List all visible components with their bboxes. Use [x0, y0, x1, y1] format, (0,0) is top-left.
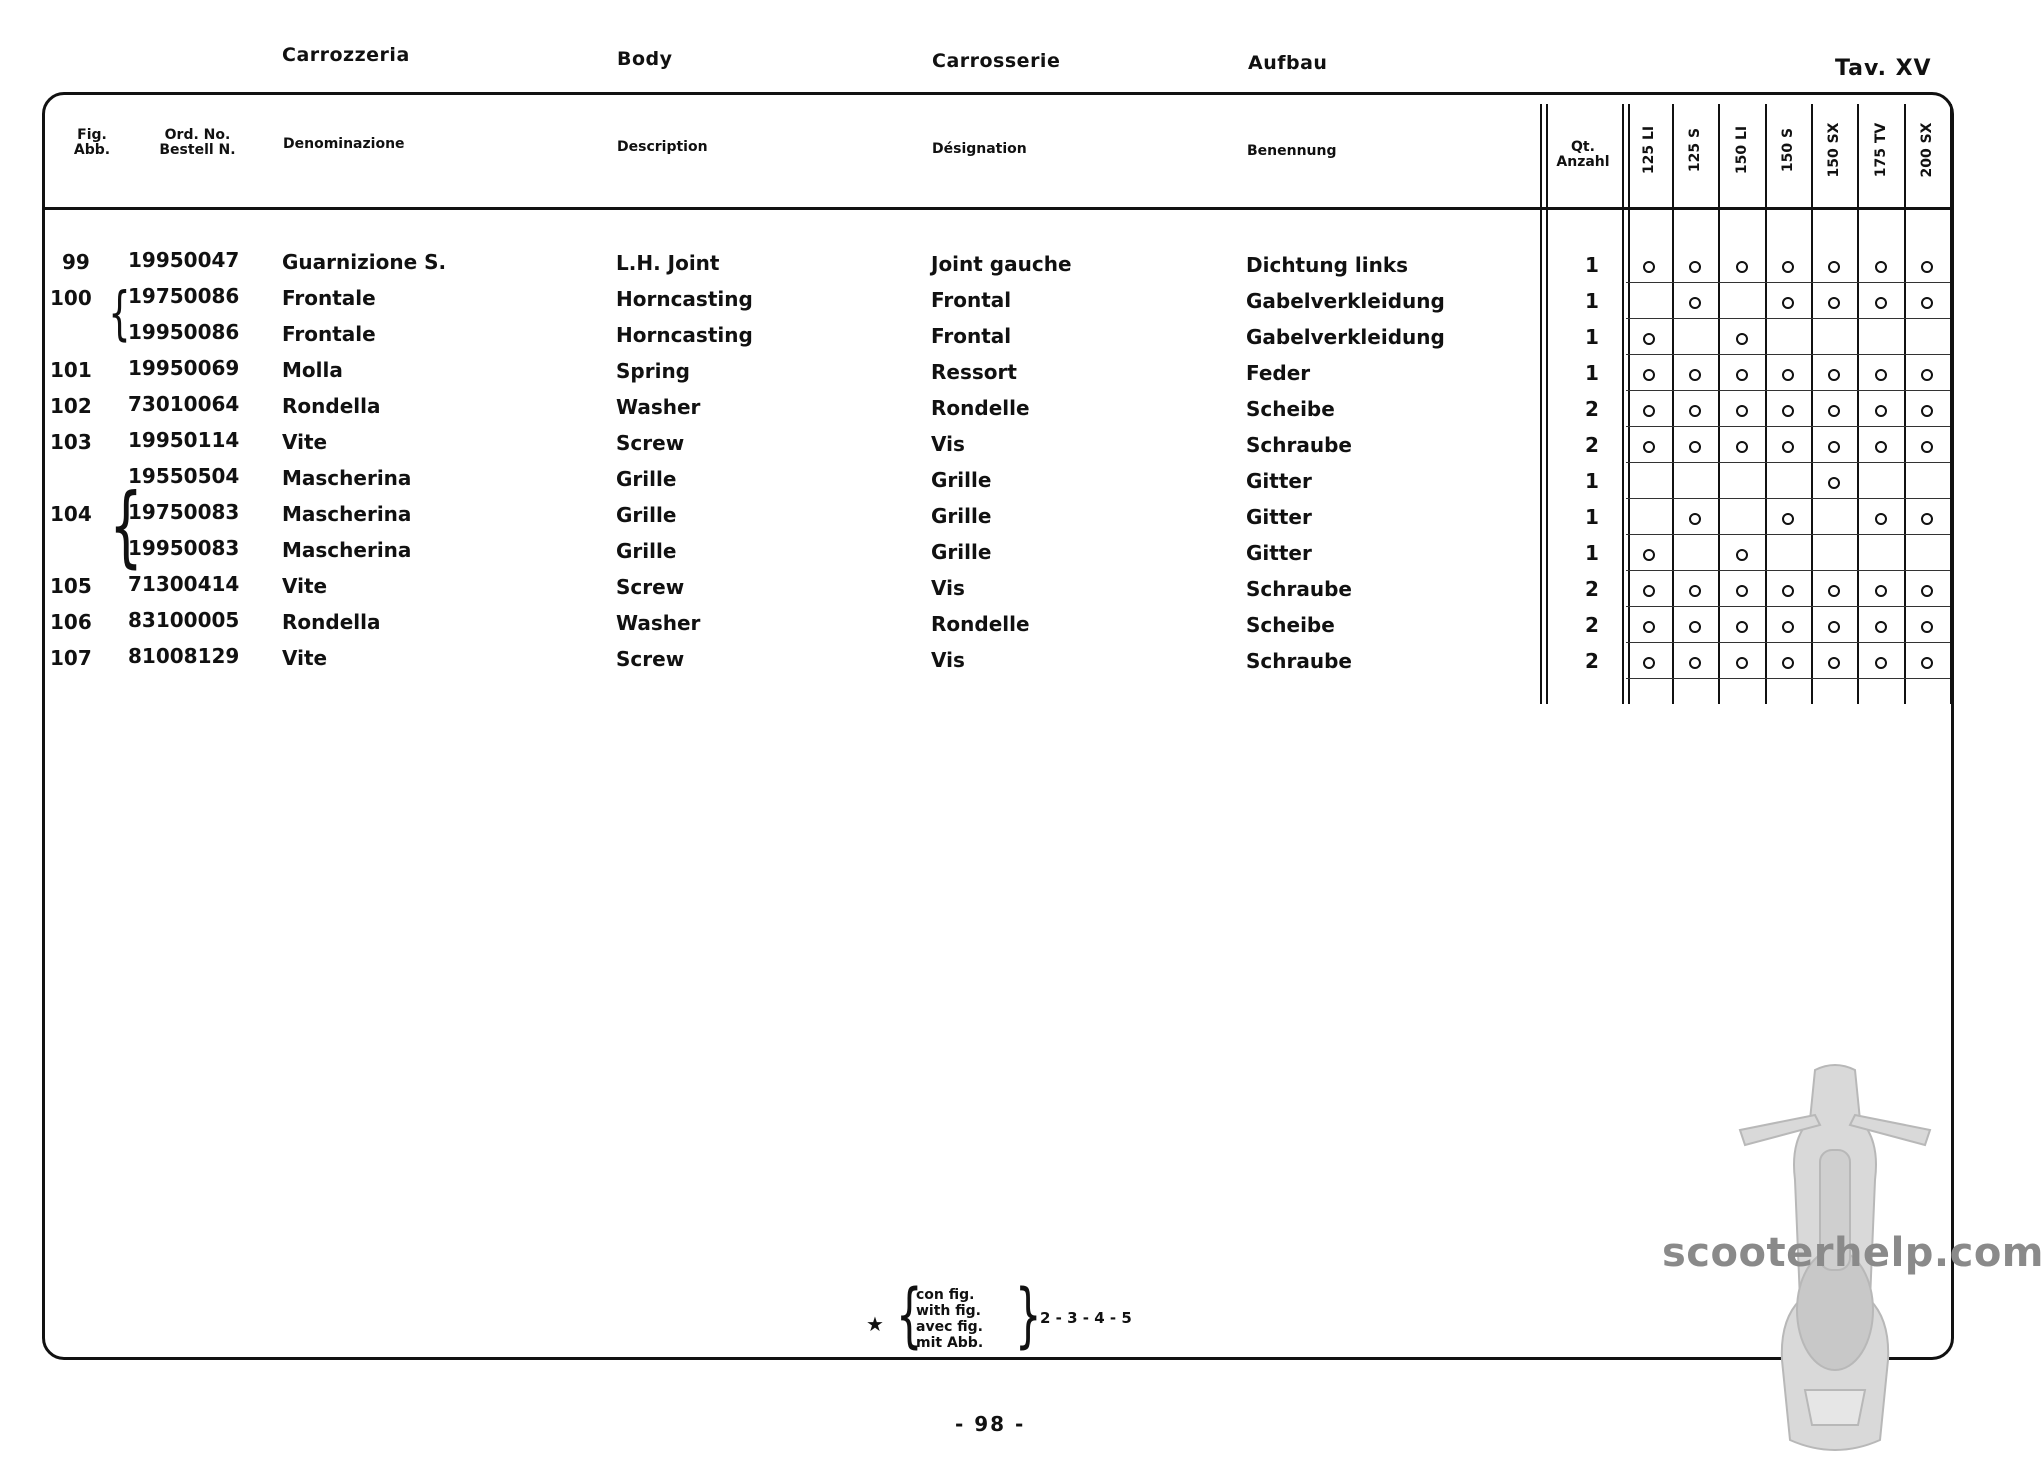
model-applicability-mark	[1643, 333, 1655, 345]
model-applicability-mark	[1828, 585, 1840, 597]
footnote-text	[916, 1287, 983, 1351]
model-column-line	[1811, 104, 1813, 704]
model-applicability-mark	[1689, 405, 1701, 417]
model-applicability-mark	[1782, 585, 1794, 597]
footnote-star: ★	[866, 1312, 884, 1336]
row-line	[1626, 354, 1950, 355]
name-english: Washer	[616, 395, 701, 419]
order-number: 19950114	[128, 428, 240, 452]
order-number: 71300414	[128, 572, 240, 596]
name-french: Joint gauche	[931, 252, 1072, 276]
name-italian: Molla	[282, 358, 343, 382]
model-applicability-mark	[1782, 261, 1794, 273]
header-denominazione: Denominazione	[283, 136, 405, 152]
order-number: 81008129	[128, 644, 240, 668]
name-french: Vis	[931, 648, 965, 672]
name-english: Horncasting	[616, 323, 753, 347]
name-german: Gabelverkleidung	[1246, 325, 1445, 349]
name-english: Spring	[616, 359, 690, 383]
quantity: 1	[1585, 361, 1599, 385]
quantity: 1	[1585, 289, 1599, 313]
name-french: Vis	[931, 432, 965, 456]
name-italian: Frontale	[282, 322, 376, 346]
model-applicability-mark	[1736, 261, 1748, 273]
figure-number: 105	[50, 574, 92, 598]
name-italian: Mascherina	[282, 466, 412, 490]
name-english: Horncasting	[616, 287, 753, 311]
header-bestell-label: Bestell N.	[159, 142, 236, 158]
header-anzahl-label: Anzahl	[1556, 154, 1610, 170]
footnote-line: avec fig.	[916, 1319, 983, 1335]
name-french: Rondelle	[931, 396, 1030, 420]
row-line	[1626, 426, 1950, 427]
name-english: Washer	[616, 611, 701, 635]
model-applicability-mark	[1782, 441, 1794, 453]
model-column-line	[1950, 104, 1952, 704]
header-benennung: Benennung	[1247, 143, 1337, 159]
model-applicability-mark	[1828, 297, 1840, 309]
header-ord-label: Ord. No.	[164, 127, 231, 143]
model-applicability-mark	[1921, 369, 1933, 381]
quantity: 1	[1585, 253, 1599, 277]
header-model: 150 LI	[1733, 125, 1750, 175]
figure-number: 101	[50, 358, 92, 382]
model-column-line	[1857, 104, 1859, 704]
model-applicability-mark	[1921, 657, 1933, 669]
model-applicability-mark	[1689, 369, 1701, 381]
name-german: Gitter	[1246, 541, 1312, 565]
header-model: 150 SX	[1826, 122, 1842, 178]
model-applicability-mark	[1875, 297, 1887, 309]
figure-number: 99	[62, 250, 90, 274]
model-applicability-mark	[1875, 405, 1887, 417]
name-french: Frontal	[931, 288, 1012, 312]
name-german: Feder	[1246, 361, 1311, 385]
order-number: 19950086	[128, 320, 240, 344]
model-applicability-mark	[1689, 441, 1701, 453]
row-line	[1626, 462, 1950, 463]
name-italian: Vite	[282, 430, 328, 454]
name-german: Scheibe	[1246, 613, 1335, 637]
model-applicability-mark	[1921, 513, 1933, 525]
model-applicability-mark	[1921, 405, 1933, 417]
figure-number: 102	[50, 394, 92, 418]
model-applicability-mark	[1875, 261, 1887, 273]
name-german: Schraube	[1246, 577, 1352, 601]
page-number: - 98 -	[955, 1412, 1026, 1436]
order-number: 19550504	[128, 464, 240, 488]
model-applicability-mark	[1736, 333, 1748, 345]
row-line	[1626, 642, 1950, 643]
section-title-english: Body	[617, 48, 673, 70]
model-applicability-mark	[1782, 297, 1794, 309]
row-line	[1626, 318, 1950, 319]
quantity: 2	[1585, 433, 1599, 457]
model-applicability-mark	[1643, 369, 1655, 381]
model-applicability-mark	[1782, 405, 1794, 417]
name-italian: Vite	[282, 646, 328, 670]
header-designation: Désignation	[932, 141, 1027, 157]
section-title-french: Carrosserie	[932, 50, 1061, 72]
row-line	[1626, 606, 1950, 607]
model-applicability-mark	[1782, 369, 1794, 381]
model-applicability-mark	[1689, 261, 1701, 273]
row-line	[1626, 282, 1950, 283]
name-english: Screw	[616, 575, 685, 599]
model-applicability-mark	[1875, 441, 1887, 453]
model-applicability-mark	[1689, 513, 1701, 525]
section-title-german: Aufbau	[1248, 52, 1328, 74]
name-english: Grille	[616, 539, 677, 563]
name-french: Grille	[931, 468, 992, 492]
order-number: 19950069	[128, 356, 240, 380]
model-applicability-mark	[1689, 297, 1701, 309]
header-fig	[62, 128, 122, 158]
header-qt-label: Qt.	[1571, 139, 1595, 155]
name-german: Gabelverkleidung	[1246, 289, 1445, 313]
header-model: 200 SX	[1919, 122, 1935, 178]
model-applicability-mark	[1689, 657, 1701, 669]
model-applicability-mark	[1921, 297, 1933, 309]
group-brace-100: {	[108, 279, 131, 347]
model-applicability-mark	[1828, 441, 1840, 453]
model-applicability-mark	[1828, 657, 1840, 669]
group-brace-104: {	[109, 474, 143, 577]
name-italian: Vite	[282, 574, 328, 598]
name-german: Schraube	[1246, 433, 1352, 457]
header-description: Description	[617, 139, 708, 155]
model-applicability-mark	[1643, 657, 1655, 669]
figure-number: 100	[50, 286, 92, 310]
model-applicability-mark	[1921, 261, 1933, 273]
figure-number: 104	[50, 502, 92, 526]
name-english: Grille	[616, 467, 677, 491]
name-french: Frontal	[931, 324, 1012, 348]
model-applicability-mark	[1643, 405, 1655, 417]
name-german: Gitter	[1246, 469, 1312, 493]
name-english: L.H. Joint	[616, 251, 720, 275]
footnote-line: mit Abb.	[916, 1335, 984, 1351]
name-french: Ressort	[931, 360, 1017, 384]
order-number: 19750086	[128, 284, 240, 308]
model-applicability-mark	[1736, 621, 1748, 633]
name-italian: Mascherina	[282, 502, 412, 526]
name-italian: Frontale	[282, 286, 376, 310]
model-applicability-mark	[1689, 585, 1701, 597]
quantity: 2	[1585, 649, 1599, 673]
header-divider	[44, 207, 1952, 210]
header-model: 175 TV	[1872, 122, 1889, 178]
header-fig-label: Fig.	[77, 127, 107, 143]
order-number: 73010064	[128, 392, 240, 416]
quantity: 1	[1585, 469, 1599, 493]
header-model: 150 S	[1780, 127, 1796, 173]
watermark-text: scooterhelp.com	[1662, 1230, 2044, 1276]
model-applicability-mark	[1782, 657, 1794, 669]
quantity: 2	[1585, 577, 1599, 601]
model-applicability-mark	[1875, 585, 1887, 597]
footnote-line: with fig.	[916, 1303, 981, 1319]
models-column-separator	[1622, 104, 1630, 704]
model-applicability-mark	[1828, 261, 1840, 273]
model-applicability-mark	[1921, 621, 1933, 633]
name-german: Scheibe	[1246, 397, 1335, 421]
model-applicability-mark	[1643, 585, 1655, 597]
model-column-line	[1765, 104, 1767, 704]
name-italian: Rondella	[282, 610, 381, 634]
model-applicability-mark	[1736, 549, 1748, 561]
name-english: Screw	[616, 647, 685, 671]
name-german: Gitter	[1246, 505, 1312, 529]
model-applicability-mark	[1736, 585, 1748, 597]
model-applicability-mark	[1643, 261, 1655, 273]
model-applicability-mark	[1736, 405, 1748, 417]
figure-number: 107	[50, 646, 92, 670]
footnote-figures: 2 - 3 - 4 - 5	[1040, 1309, 1132, 1327]
name-french: Vis	[931, 576, 965, 600]
figure-number: 106	[50, 610, 92, 634]
name-italian: Mascherina	[282, 538, 412, 562]
name-french: Grille	[931, 504, 992, 528]
header-quantity	[1548, 140, 1618, 170]
order-number: 19950083	[128, 536, 240, 560]
row-line	[1626, 678, 1950, 679]
qty-column-separator	[1540, 104, 1548, 704]
model-applicability-mark	[1828, 477, 1840, 489]
section-title-italian: Carrozzeria	[282, 44, 410, 66]
model-applicability-mark	[1782, 621, 1794, 633]
model-applicability-mark	[1875, 621, 1887, 633]
model-applicability-mark	[1875, 513, 1887, 525]
name-italian: Guarnizione S.	[282, 250, 447, 274]
name-english: Screw	[616, 431, 685, 455]
model-applicability-mark	[1643, 549, 1655, 561]
footnote-brace-left: {	[895, 1274, 923, 1356]
name-french: Rondelle	[931, 612, 1030, 636]
model-applicability-mark	[1921, 585, 1933, 597]
order-number: 19750083	[128, 500, 240, 524]
row-line	[1626, 570, 1950, 571]
model-applicability-mark	[1828, 405, 1840, 417]
model-applicability-mark	[1828, 621, 1840, 633]
model-applicability-mark	[1736, 441, 1748, 453]
table-number: Tav. XV	[1835, 56, 1932, 81]
order-number: 19950047	[128, 248, 240, 272]
model-column-line	[1718, 104, 1720, 704]
footnote-brace-right: }	[1014, 1274, 1042, 1356]
quantity: 2	[1585, 397, 1599, 421]
model-applicability-mark	[1875, 657, 1887, 669]
model-applicability-mark	[1736, 657, 1748, 669]
model-column-line	[1672, 104, 1674, 704]
model-applicability-mark	[1689, 621, 1701, 633]
quantity: 2	[1585, 613, 1599, 637]
row-line	[1626, 498, 1950, 499]
quantity: 1	[1585, 541, 1599, 565]
figure-number: 103	[50, 430, 92, 454]
model-applicability-mark	[1736, 369, 1748, 381]
quantity: 1	[1585, 325, 1599, 349]
model-column-line	[1904, 104, 1906, 704]
name-german: Schraube	[1246, 649, 1352, 673]
model-applicability-mark	[1782, 513, 1794, 525]
row-line	[1626, 390, 1950, 391]
model-applicability-mark	[1875, 369, 1887, 381]
header-model: 125 LI	[1640, 125, 1657, 175]
row-line	[1626, 534, 1950, 535]
header-order-number	[150, 128, 245, 158]
footnote-line: con fig.	[916, 1287, 975, 1303]
name-french: Grille	[931, 540, 992, 564]
header-abb-label: Abb.	[73, 142, 111, 158]
quantity: 1	[1585, 505, 1599, 529]
model-applicability-mark	[1828, 369, 1840, 381]
model-applicability-mark	[1643, 441, 1655, 453]
header-model: 125 S	[1687, 127, 1703, 173]
order-number: 83100005	[128, 608, 240, 632]
name-english: Grille	[616, 503, 677, 527]
name-italian: Rondella	[282, 394, 381, 418]
model-applicability-mark	[1921, 441, 1933, 453]
model-applicability-mark	[1643, 621, 1655, 633]
name-german: Dichtung links	[1246, 253, 1409, 277]
